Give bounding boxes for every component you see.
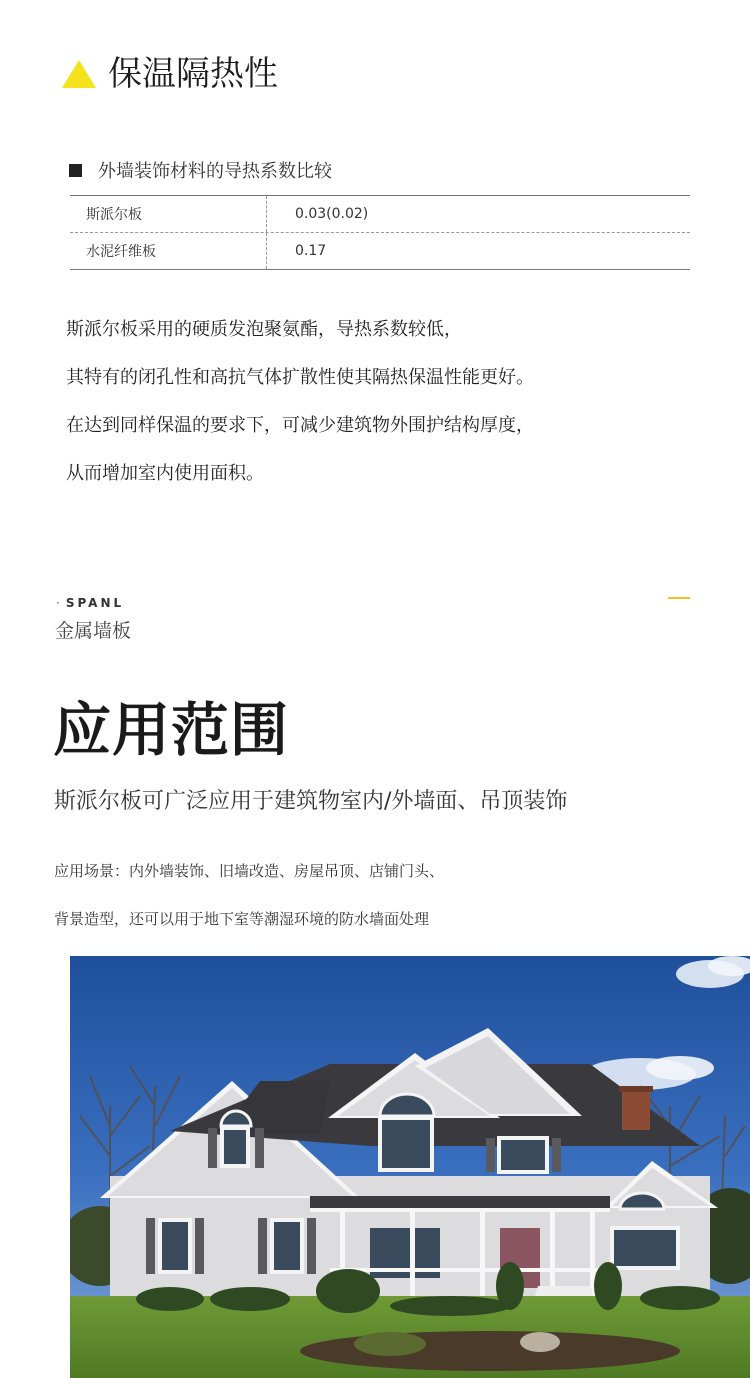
brand-name: SPANL <box>65 596 125 610</box>
table-cell-material: 水泥纤维板 <box>70 233 267 269</box>
paragraph-line: 其特有的闭孔性和高抗气体扩散性使其隔热保温性能更好。 <box>66 367 534 388</box>
table-cell-material: 斯派尔板 <box>70 196 267 232</box>
thermal-paragraph <box>66 316 706 508</box>
paragraph-line: 斯派尔板采用的硬质发泡聚氨酯，导热系数较低， <box>66 319 462 340</box>
brand-dot: · <box>56 596 60 610</box>
house-photo <box>70 956 750 1378</box>
paragraph-line: 在达到同样保温的要求下，可减少建筑物外围护结构厚度， <box>66 415 534 436</box>
table-row <box>70 196 690 232</box>
section-heading-thermal: 保温隔热性 <box>108 54 278 94</box>
table-cell-value: 0.03(0.02) <box>295 206 369 222</box>
square-bullet-icon <box>69 164 82 177</box>
scenes-line-1: 应用场景：内外墙装饰、旧墙改造、房屋吊顶、店铺门头、 <box>54 862 445 880</box>
accent-line <box>668 597 690 599</box>
table-caption: 外墙装饰材料的导热系数比较 <box>98 161 332 182</box>
conductivity-table <box>70 195 690 270</box>
scenes-line-2: 背景造型，还可以用于地下室等潮湿环境的防水墙面处理 <box>54 910 430 928</box>
section-subtitle: 金属墙板 <box>55 620 132 642</box>
brand-label <box>56 596 124 610</box>
paragraph-line: 从而增加室内使用面积。 <box>66 463 264 484</box>
yellow-triangle-icon <box>62 60 96 88</box>
section-heading-application: 应用范围 <box>53 696 290 764</box>
application-description: 斯派尔板可广泛应用于建筑物室内/外墙面、吊顶装饰 <box>54 789 568 814</box>
table-row <box>70 232 690 269</box>
table-cell-value: 0.17 <box>295 243 327 259</box>
